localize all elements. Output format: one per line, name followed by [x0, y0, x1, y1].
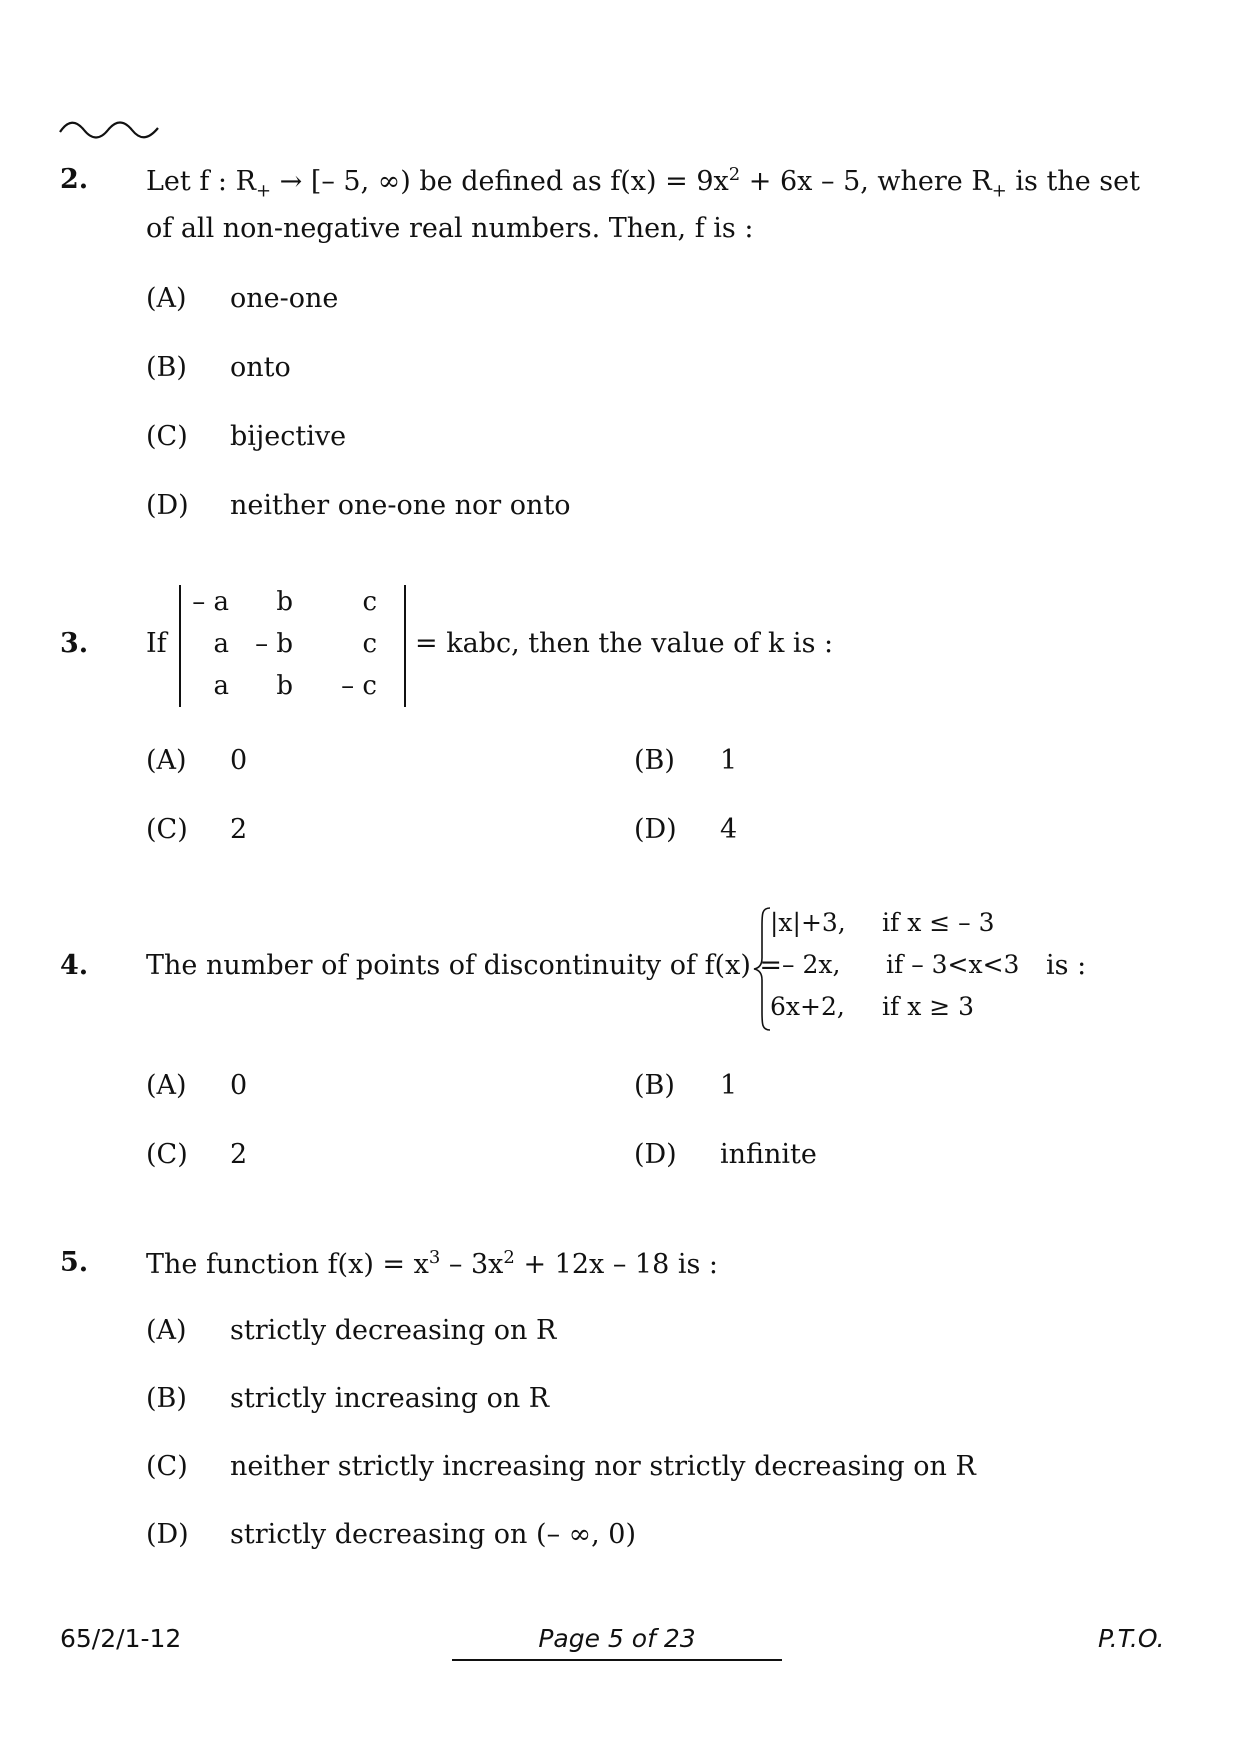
paper-code: 65/2/1-12: [60, 1624, 182, 1653]
question-prefix: The number of points of discontinuity of f(x) =: [146, 950, 783, 981]
option-text: neither one-one nor onto: [230, 490, 571, 521]
option-label: (B): [146, 352, 187, 383]
question-suffix: = kabc, then the value of k is :: [415, 628, 834, 659]
option-text: 2: [230, 1139, 248, 1170]
case-expression: 6x+2,: [770, 992, 845, 1021]
determinant-cell: c: [362, 629, 377, 659]
question-text-line-1: Let f : $R_+$ → [– 5, ∞) be defined as $f(x) = 9x^2 + 6x - 5$, where $R_+$ is the set: [146, 164, 1140, 202]
option-text: 1: [720, 745, 738, 776]
question-suffix: is :: [1046, 950, 1087, 981]
question-number: 2.: [60, 164, 89, 195]
option-text: 2: [230, 814, 248, 845]
option-text: strictly decreasing on R: [230, 1315, 557, 1346]
option-text: one-one: [230, 283, 339, 314]
case-condition: if x ≥ 3: [882, 992, 975, 1021]
option-label: (D): [146, 490, 189, 521]
determinant-cell: a: [213, 671, 229, 701]
option-text: 0: [230, 1070, 248, 1101]
option-label: (B): [634, 745, 675, 776]
option-text: neither strictly increasing nor strictly decreasing on R: [230, 1451, 976, 1482]
determinant-cell: – b: [255, 629, 293, 659]
page-number: Page 5 of 23: [452, 1624, 782, 1661]
option-text: bijective: [230, 421, 347, 452]
option-text: strictly decreasing on (– ∞, 0): [230, 1519, 637, 1550]
option-label: (A): [146, 283, 187, 314]
option-text: 4: [720, 814, 738, 845]
question-text: The function $f(x) = x^3 - 3x^2 + 12x - 18$ is :: [146, 1247, 719, 1280]
question-prefix: If: [146, 628, 167, 659]
option-label: (B): [634, 1070, 675, 1101]
option-label: (C): [146, 1451, 188, 1482]
option-label: (C): [146, 421, 188, 452]
option-label: (A): [146, 1315, 187, 1346]
determinant-cell: b: [276, 587, 293, 617]
option-text: strictly increasing on R: [230, 1383, 550, 1414]
determinant-cell: – c: [341, 671, 377, 701]
case-condition: if x ≤ – 3: [882, 908, 995, 937]
squiggle-ornament: [58, 118, 162, 142]
option-text: infinite: [720, 1139, 817, 1170]
option-label: (C): [146, 1139, 188, 1170]
option-text: 1: [720, 1070, 738, 1101]
determinant-cell: c: [362, 587, 377, 617]
case-expression: – 2x,: [782, 950, 841, 979]
case-expression: |x|+3,: [770, 908, 846, 937]
option-label: (B): [146, 1383, 187, 1414]
option-label: (C): [146, 814, 188, 845]
option-text: 0: [230, 745, 248, 776]
option-label: (D): [634, 1139, 677, 1170]
question-number: 5.: [60, 1247, 89, 1278]
case-condition: if – 3<x<3: [886, 950, 1020, 979]
question-number: 4.: [60, 950, 89, 981]
determinant-cell: a: [213, 629, 229, 659]
question-number: 3.: [60, 628, 89, 659]
determinant-cell: b: [276, 671, 293, 701]
question-text-line-2: of all non-negative real numbers. Then, f is :: [146, 213, 754, 244]
option-text: onto: [230, 352, 291, 383]
option-label: (A): [146, 745, 187, 776]
determinant: [179, 585, 406, 707]
option-label: (A): [146, 1070, 187, 1101]
option-label: (D): [146, 1519, 189, 1550]
option-label: (D): [634, 814, 677, 845]
determinant-cell: – a: [192, 587, 229, 617]
pto-note: P.T.O.: [1098, 1624, 1165, 1653]
